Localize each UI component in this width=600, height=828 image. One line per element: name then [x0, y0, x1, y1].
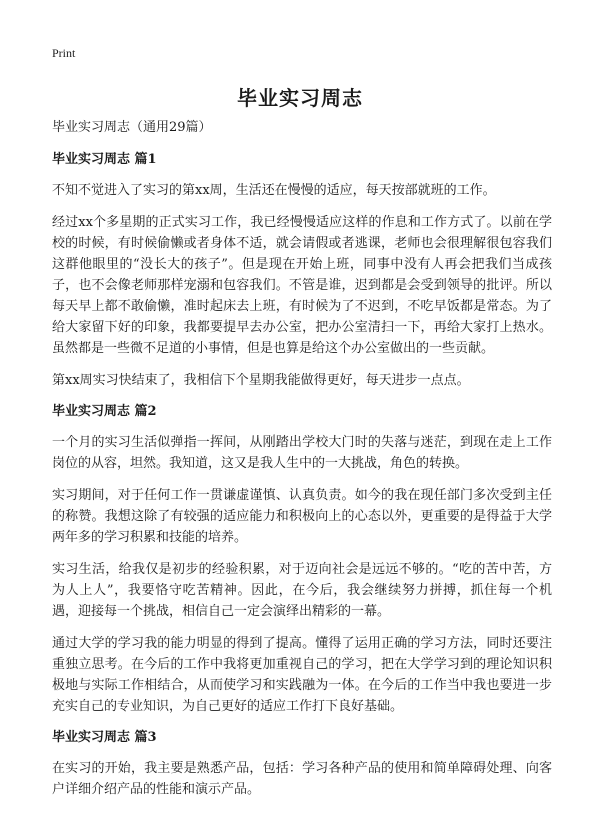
paragraph: 实习期间，对于任何工作一贯谦虚谨慎、认真负责。如今的我在现任部门多次受到主任的称赞。我想这除了有较强的适应能力和积极向上的心态以外，更重要的是得益于大学两年多的学习积累和技能的培养。 — [52, 488, 552, 545]
section-heading-1: 毕业实习周志 篇1 — [52, 152, 157, 167]
paragraph: 第xx周实习快结束了，我相信下个星期我能做得更好，每天进步一点点。 — [52, 373, 470, 388]
section-heading-3: 毕业实习周志 篇3 — [52, 730, 157, 745]
document-subtitle: 毕业实习周志（通用29篇） — [52, 120, 212, 135]
section-heading-2: 毕业实习周志 篇2 — [52, 404, 157, 419]
paragraph: 在实习的开始，我主要是熟悉产品，包括：学习各种产品的使用和简单障碍处理、向客户详细介绍产品的性能和演示产品。 — [52, 761, 552, 797]
document-title: 毕业实习周志 — [237, 86, 363, 110]
document-body — [52, 118, 552, 811]
paragraph: 通过大学的学习我的能力明显的得到了提高。懂得了运用正确的学习方法，同时还要注重独立思考。在今后的工作中我将更加重视自己的学习，把在大学学习到的理论知识积极地与实际工作相结合，从而使学习和实践融为一体。在今后的工作当中我也要进一步充实自己的专业知识，为自己更好的适应工作打下良好基础。 — [52, 636, 552, 714]
paragraph: 不知不觉进入了实习的第xx周，生活还在慢慢的适应，每天按部就班的工作。 — [52, 183, 496, 198]
paragraph: 一个月的实习生活似弹指一挥间，从刚踏出学校大门时的失落与迷茫，到现在走上工作岗位的从容，坦然。我知道，这又是我人生中的一大挑战，角色的转换。 — [52, 435, 552, 471]
paragraph: 实习生活，给我仅是初步的经验积累，对于迈向社会是远远不够的。“吃的苦中苦，方为人上人”，我要恪守吃苦精神。因此，在今后，我会继续努力拼搏，抓住每一个机遇，迎接每一个挑战，相信自己一定会演绎出精彩的一幕。 — [52, 562, 552, 619]
print-link[interactable]: Print — [52, 46, 76, 60]
paragraph: 经过xx个多星期的正式实习工作，我已经慢慢适应这样的作息和工作方式了。以前在学校的时候，有时候偷懒或者身体不适，就会请假或者逃课，老师也会很理解很包容我们这群他眼里的“没长大的孩子”。但是现在开始上班，同事中没有人再会把我们当成孩子，也不会像老师那样宠溺和包容我们。不管是谁，迟到都是会受到领导的批评。所以每天早上都不敢偷懒，准时起床去上班，有时候为了不迟到，不吃早饭都是常态。为了给大家留下好的印象，我都要提早去办公室，把办公室清扫一下，再给大家打上热水。虽然都是一些微不足道的小事情，但是也算是给这个办公室做出的一些贡献。 — [52, 215, 552, 356]
